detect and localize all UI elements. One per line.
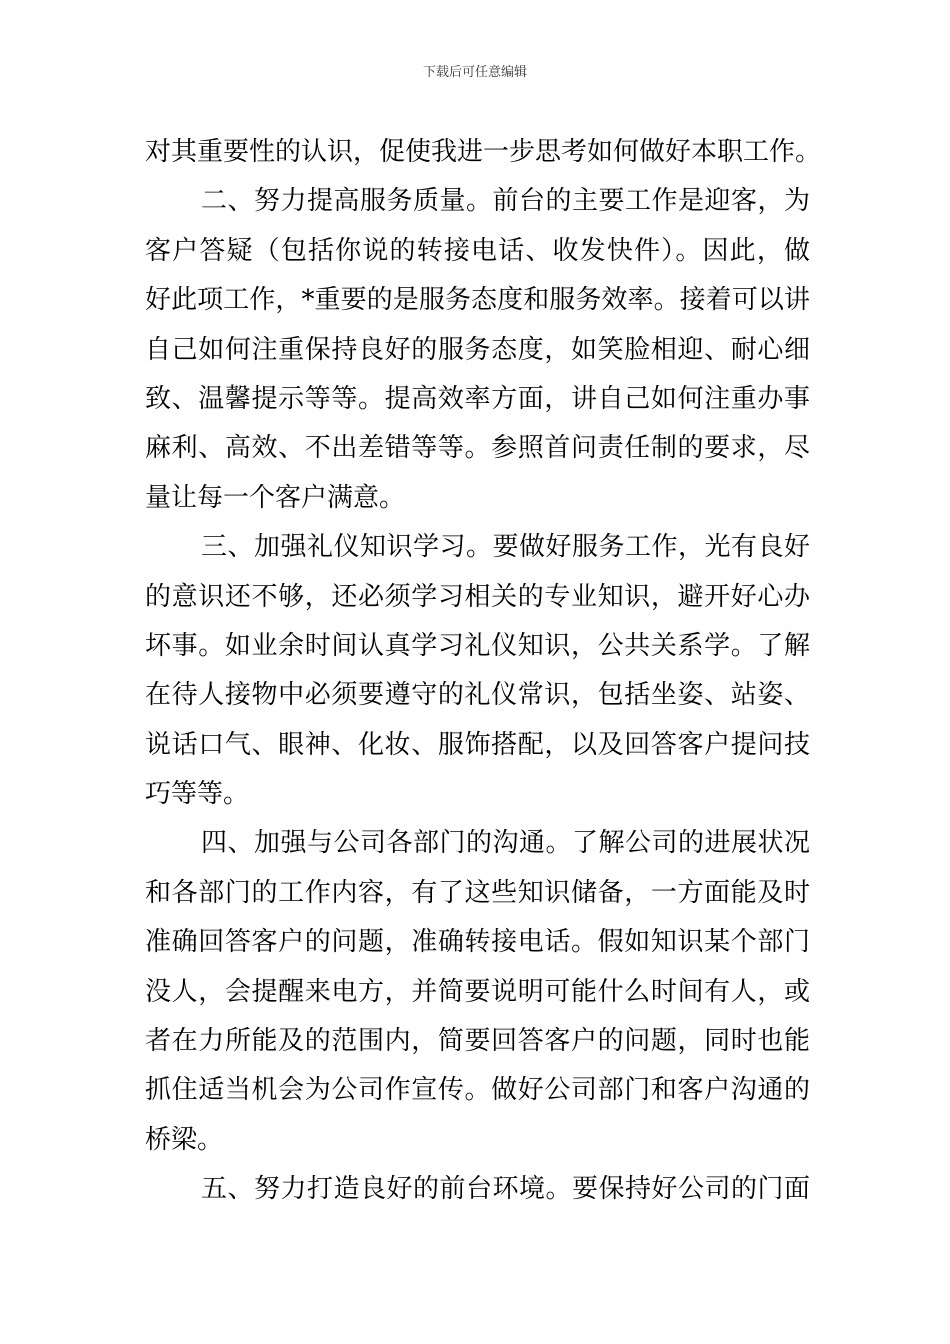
paragraph-line: 量让每一个客户满意。	[145, 482, 406, 513]
paragraph-line: 的意识还不够，还必须学习相关的专业知识，避开好心办	[145, 581, 810, 612]
page-header: 下载后可任意编辑	[422, 65, 527, 80]
paragraph-line: 坏事。如业余时间认真学习礼仪知识，公共关系学。了解	[145, 630, 810, 661]
paragraph-line: 致、温馨提示等等。提高效率方面，讲自己如何注重办事	[145, 383, 810, 414]
paragraph-line: 和各部门的工作内容，有了这些知识储备，一方面能及时	[145, 877, 810, 908]
paragraph-line: 者在力所能及的范围内，简要回答客户的问题，同时也能	[145, 1026, 810, 1057]
paragraph-line: 巧等等。	[145, 779, 250, 810]
paragraph-line: 桥梁。	[145, 1124, 224, 1155]
paragraph-line: 五、努力打造良好的前台环境。要保持好公司的门面	[201, 1174, 810, 1205]
paragraph-line: 自己如何注重保持良好的服务态度，如笑脸相迎、耐心细	[145, 334, 810, 365]
document-body	[145, 128, 822, 1215]
paragraph-line: 说话口气、眼神、化妆、服饰搭配，以及回答客户提问技	[145, 729, 810, 760]
paragraph-line: 三、加强礼仪知识学习。要做好服务工作，光有良好	[201, 532, 810, 563]
paragraph-line: 抓住适当机会为公司作宣传。做好公司部门和客户沟通的	[145, 1075, 810, 1106]
paragraph-line: 在待人接物中必须要遵守的礼仪常识，包括坐姿、站姿、	[145, 680, 810, 711]
paragraph-line: 没人，会提醒来电方，并简要说明可能什么时间有人，或	[145, 976, 810, 1007]
paragraph-line: 麻利、高效、不出差错等等。参照首问责任制的要求，尽	[145, 433, 810, 464]
paragraph-line: 客户答疑（包括你说的转接电话、收发快件）。因此，做	[145, 235, 810, 266]
paragraph-line: 四、加强与公司各部门的沟通。了解公司的进展状况	[201, 828, 810, 859]
paragraph-line: 好此项工作，*重要的是服务态度和服务效率。接着可以讲	[145, 285, 810, 316]
paragraph-line: 对其重要性的认识，促使我进一步思考如何做好本职工作。	[145, 137, 822, 167]
paragraph-line: 准确回答客户的问题，准确转接电话。假如知识某个部门	[145, 927, 810, 958]
paragraph-line: 二、努力提高服务质量。前台的主要工作是迎客，为	[201, 186, 810, 217]
